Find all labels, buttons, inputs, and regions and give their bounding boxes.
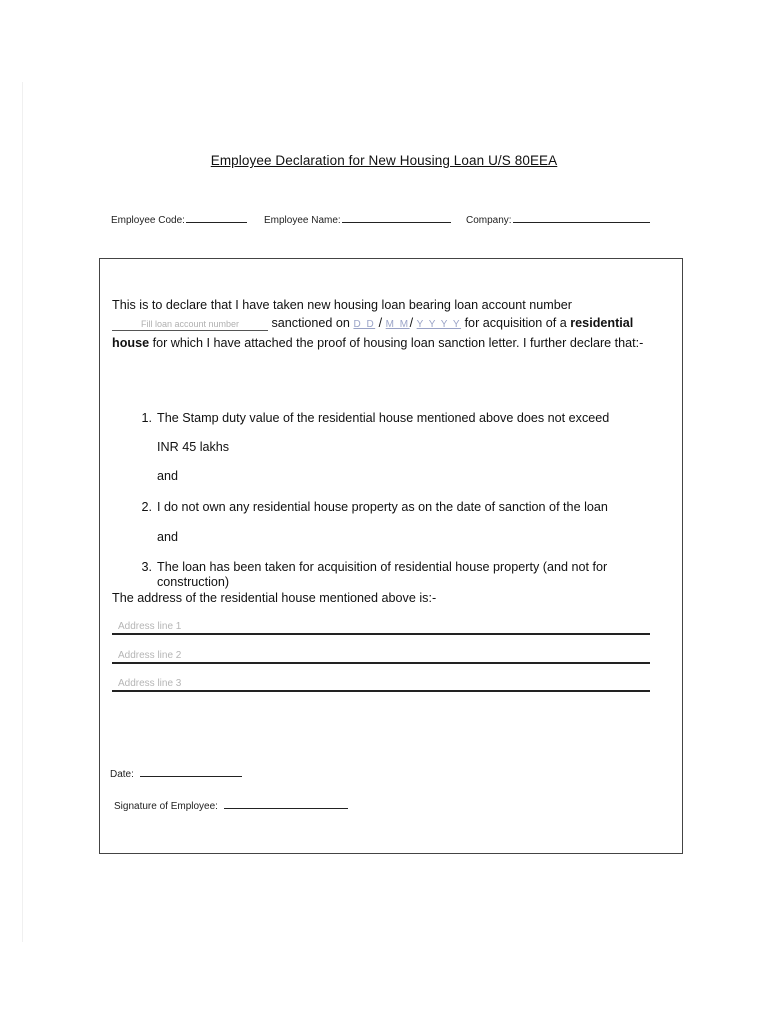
item-text-cont: INR 45 lakhs (157, 440, 230, 454)
address-line-1-input[interactable] (112, 617, 650, 635)
date-month-input[interactable]: M M (385, 319, 410, 330)
item-text: The Stamp duty value of the residential house mentioned above does not exceed (157, 411, 610, 425)
employee-code-label: Employee Code: (111, 215, 185, 226)
address-line-1-placeholder: Address line 1 (118, 621, 182, 632)
date-day-input[interactable]: D D (353, 319, 376, 330)
date-label: Date: (110, 769, 134, 780)
document-title: Employee Declaration for New Housing Loan U/S 80EEA (210, 153, 558, 168)
employee-name-label: Employee Name: (264, 215, 341, 226)
and-connector: and (157, 530, 179, 544)
date-year-input[interactable]: Y Y Y Y (416, 319, 462, 330)
item-text-cont: construction) (157, 575, 230, 589)
and-connector: and (157, 469, 179, 483)
employee-code-field (111, 212, 247, 226)
date-field (110, 766, 242, 780)
declaration-line1: This is to declare that I have taken new housing loan bearing loan account number (112, 298, 572, 312)
address-line-3-input[interactable] (112, 674, 650, 692)
page-edge (22, 82, 23, 942)
employee-name-input[interactable] (342, 212, 451, 223)
address-line-2-placeholder: Address line 2 (118, 650, 182, 661)
item-text: I do not own any residential house property as on the date of sanction of the loan (157, 500, 608, 514)
item-text: The loan has been taken for acquisition of residential house property (and not for (157, 560, 608, 574)
company-input[interactable] (513, 212, 650, 223)
date-input[interactable] (140, 766, 242, 777)
declaration-rest: for which I have attached the proof of housing loan sanction letter. I further declare that:- (152, 336, 644, 350)
residential-text: residential (570, 316, 634, 330)
item-number: 3. (141, 560, 152, 574)
employee-code-input[interactable] (186, 212, 247, 223)
company-field (466, 212, 650, 226)
address-label: The address of the residential house mentioned above is:- (112, 591, 437, 605)
for-acquisition-text: for acquisition of a (464, 316, 567, 330)
sanctioned-on-text: sanctioned on (271, 316, 350, 330)
employee-name-field (264, 212, 451, 226)
item-number: 2. (141, 500, 152, 514)
signature-input[interactable] (224, 798, 348, 809)
declaration-paragraph (112, 296, 672, 352)
address-line-3-placeholder: Address line 3 (118, 678, 182, 689)
date-separator: / (409, 316, 414, 330)
signature-label: Signature of Employee: (114, 801, 218, 812)
item-number: 1. (141, 411, 152, 425)
date-separator: / (378, 316, 383, 330)
address-line-2-input[interactable] (112, 646, 650, 664)
signature-field (114, 798, 348, 812)
company-label: Company: (466, 215, 512, 226)
house-text: house (112, 336, 150, 350)
loan-account-input[interactable]: Fill loan account number (112, 318, 268, 331)
